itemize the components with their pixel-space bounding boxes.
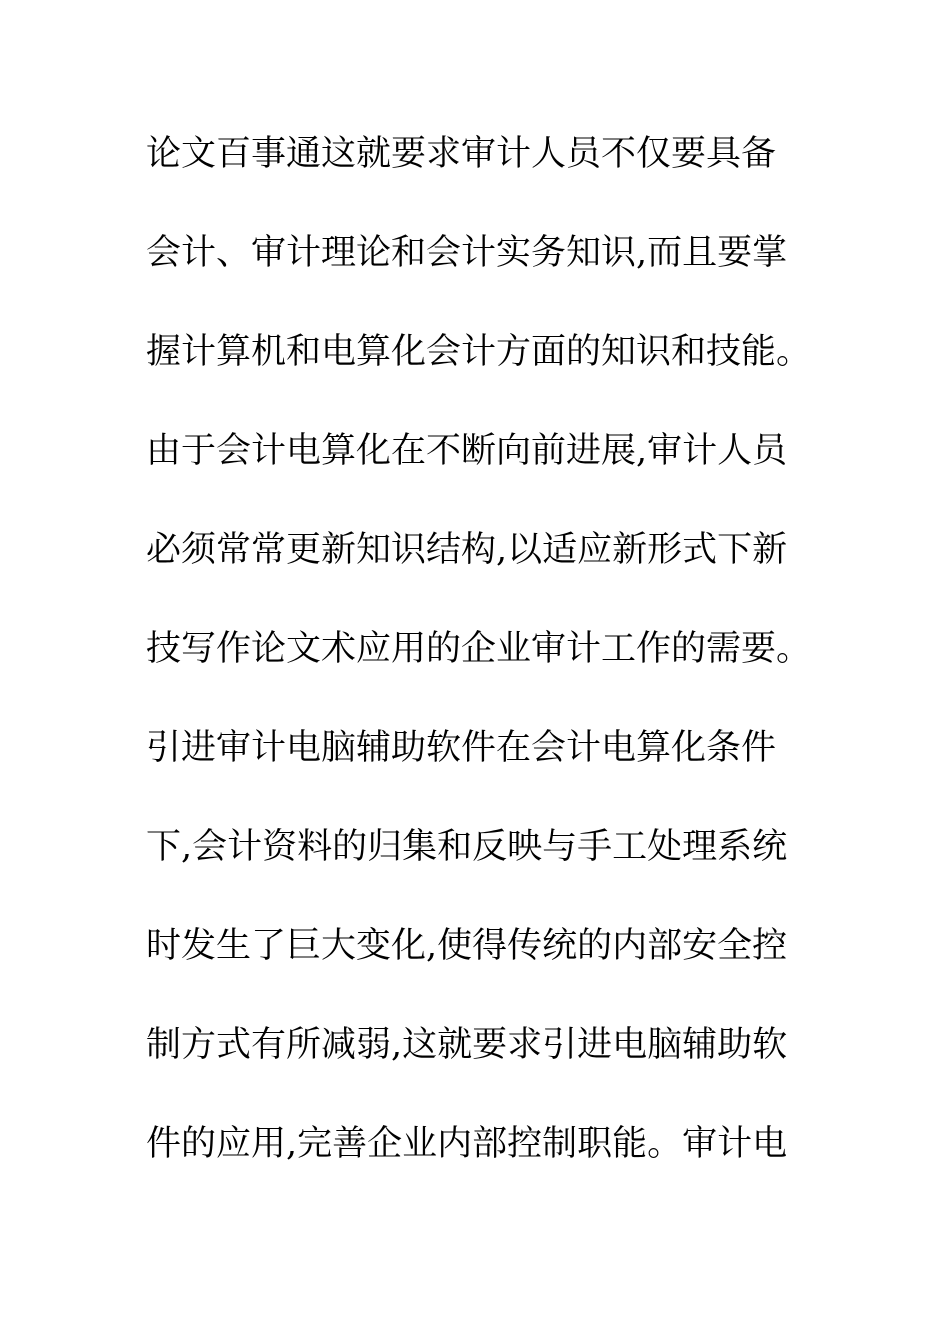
text-line-4: 由于会计电算化在不断向前进展,审计人员 — [146, 431, 788, 471]
text-line-6: 技写作论文术应用的企业审计工作的需要。 — [146, 629, 812, 669]
text-line-5: 必须常常更新知识结构,以适应新形式下新 — [146, 530, 788, 570]
text-line-2: 会计、审计理论和会计实务知识,而且要掌 — [146, 233, 788, 273]
text-line-8: 下,会计资料的归集和反映与手工处理系统 — [146, 827, 788, 867]
text-line-7: 引进审计电脑辅助软件在会计电算化条件 — [146, 728, 777, 768]
text-line-3: 握计算机和电算化会计方面的知识和技能。 — [146, 332, 812, 372]
text-line-1: 论文百事通这就要求审计人员不仅要具备 — [146, 134, 777, 174]
text-line-11: 件的应用,完善企业内部控制职能。审计电 — [146, 1124, 788, 1164]
body-text — [146, 124, 812, 1213]
text-line-9: 时发生了巨大变化,使得传统的内部安全控 — [146, 926, 788, 966]
text-line-10: 制方式有所减弱,这就要求引进电脑辅助软 — [146, 1025, 788, 1065]
